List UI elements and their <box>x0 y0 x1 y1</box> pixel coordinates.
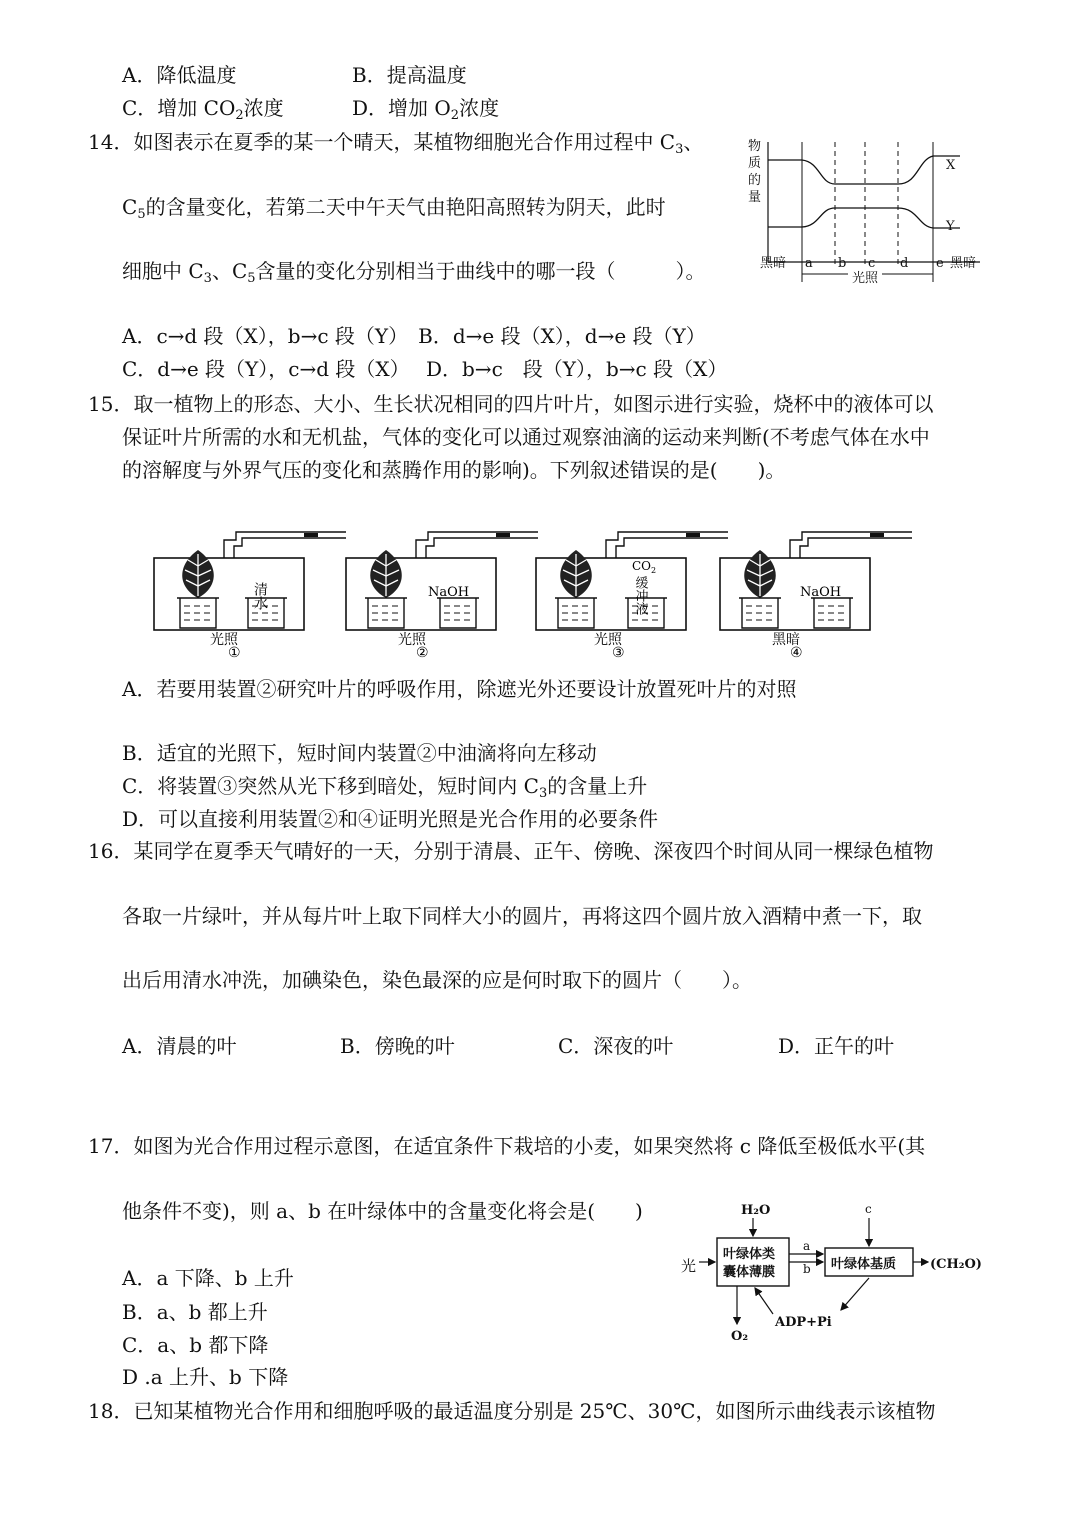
q17-option-c: C．a、b 都下降 <box>122 1333 269 1357</box>
q17-stem-line2: 他条件不变)，则 a、b 在叶绿体中的含量变化将会是( ) <box>122 1199 643 1223</box>
q17-arrow-stroma-adp <box>841 1278 869 1310</box>
apparatus-3 <box>536 532 728 658</box>
q16-option-b: B．傍晚的叶 <box>340 1034 455 1058</box>
q15-option-c: C．将装置③突然从光下移到暗处，短时间内 $C_3$的含量上升 <box>122 774 648 801</box>
q17-box1-line1: 叶绿体类 <box>723 1247 776 1262</box>
apparatus-3-number: ③ <box>612 645 625 658</box>
q14-curve-y-label: Y <box>946 219 955 234</box>
apparatus-3-condition: 光照 <box>594 632 622 648</box>
apparatus-3-liquid-name: 缓冲液 <box>632 576 648 615</box>
q14-x-mid: 光照 <box>852 271 879 286</box>
q17-option-a: A．a 下降、b 上升 <box>122 1266 294 1290</box>
apparatus-1 <box>154 532 346 658</box>
q14-ylabel-4: 量 <box>748 190 762 205</box>
q14-options-ab: A．c→d 段（X），b→c 段（Y） B．d→e 段（X），d→e 段（Y） <box>122 324 706 348</box>
q17-h2o-label: H₂O <box>741 1203 771 1218</box>
q17-stem-line1: 17．如图为光合作用过程示意图，在适宜条件下栽培的小麦，如果突然将 c 降低至极低水平(其 <box>88 1134 926 1158</box>
q17-c-label: c <box>865 1202 872 1216</box>
q15-stem-line3: 的溶解度与外界气压的变化和蒸腾作用的影响)。下列叙述错误的是( )。 <box>122 458 786 482</box>
q14-figure <box>740 132 990 287</box>
q15-stem-line1: 15．取一植物上的形态、大小、生长状况相同的四片叶片，如图示进行实验，烧杯中的液体可以 <box>88 392 934 416</box>
q16-stem-line1: 16．某同学在夏季天气晴好的一天，分别于清晨、正午、傍晚、深夜四个时间从同一棵绿色植物 <box>88 839 934 863</box>
q16-option-d: D．正午的叶 <box>778 1034 895 1058</box>
q15-option-a: A．若要用装置②研究叶片的呼吸作用，除遮光外还要设计放置死叶片的对照 <box>122 677 797 701</box>
q17-box2-label: 叶绿体基质 <box>831 1257 897 1272</box>
q17-light-label: 光 <box>681 1257 697 1275</box>
q14-options-cd: C．d→e 段（Y），c→d 段（X） D．b→c 段（Y），b→c 段（X） <box>122 357 728 381</box>
q17-option-b: B．a、b 都上升 <box>122 1300 268 1324</box>
apparatus-4-liquid: NaOH <box>800 585 842 600</box>
apparatus-4-condition: 黑暗 <box>772 632 800 648</box>
q14-x-d: d <box>900 256 909 271</box>
apparatus-1-liquid: 清水 <box>252 582 268 610</box>
q14-x-left: 黑暗 <box>760 256 787 271</box>
q17-adp-label: ADP+Pi <box>775 1315 832 1330</box>
apparatus-1-number: ① <box>228 645 241 658</box>
q13-option-c: C．增加 $CO_2$浓度 <box>122 96 284 123</box>
q17-option-d: D .a 上升、b 下降 <box>122 1365 289 1389</box>
q15-option-d: D．可以直接利用装置②和④证明光照是光合作用的必要条件 <box>122 807 659 831</box>
q14-curve-x-label: X <box>946 158 956 173</box>
q13-option-b: B．提高温度 <box>352 63 467 87</box>
apparatus-1-condition: 光照 <box>210 632 238 648</box>
q17-product-label: (CH₂O) <box>930 1257 982 1272</box>
q14-x-right: 黑暗 <box>950 256 977 271</box>
q13-option-d: D．增加 $O_2$浓度 <box>352 96 500 123</box>
q17-arrow-adp-thylakoid <box>755 1288 773 1314</box>
q16-option-a: A．清晨的叶 <box>122 1034 237 1058</box>
q16-option-c: C．深夜的叶 <box>558 1034 674 1058</box>
q14-ylabel-2: 质 <box>748 156 762 171</box>
apparatus-2-number: ② <box>416 645 429 658</box>
q15-figure <box>150 530 940 658</box>
q17-o2-label: O₂ <box>731 1329 749 1344</box>
q14-stem-line3: 细胞中 $C_3$、$C_5$含量的变化分别相当于曲线中的哪一段（ ）。 <box>122 259 706 286</box>
q14-x-e: e <box>936 256 944 271</box>
q14-x-a: a <box>805 256 813 271</box>
apparatus-4-number: ④ <box>790 645 803 658</box>
q13-option-a: A．降低温度 <box>122 63 237 87</box>
apparatus-2 <box>346 532 538 658</box>
q14-ylabel-1: 物 <box>748 139 762 154</box>
q17-a-label: a <box>803 1239 811 1253</box>
q14-curve-y <box>768 208 960 228</box>
q17-b-label: b <box>803 1262 811 1276</box>
apparatus-2-condition: 光照 <box>398 632 426 648</box>
q17-figure <box>675 1198 985 1346</box>
apparatus-2-liquid: NaOH <box>428 585 470 600</box>
q14-x-b: b <box>838 256 847 271</box>
q14-curve-x <box>768 156 960 184</box>
q15-option-b: B．适宜的光照下，短时间内装置②中油滴将向左移动 <box>122 741 597 765</box>
q14-stem-line1: 14．如图表示在夏季的某一个晴天，某植物细胞光合作用过程中 $C_3$、 <box>88 130 704 157</box>
apparatus-3-liquid-co: $CO_2$ <box>632 559 657 575</box>
apparatus-4 <box>720 532 912 658</box>
q16-stem-line3: 出后用清水冲洗，加碘染色，染色最深的应是何时取下的圆片（ ）。 <box>122 968 752 992</box>
q14-stem-line2: $C_5$的含量变化，若第二天中午天气由艳阳高照转为阴天，此时 <box>122 195 666 222</box>
q17-box1-line2: 囊体薄膜 <box>723 1265 776 1280</box>
q14-x-c: c <box>868 256 876 271</box>
q15-stem-line2: 保证叶片所需的水和无机盐，气体的变化可以通过观察油滴的运动来判断(不考虑气体在水中 <box>122 425 930 449</box>
q16-stem-line2: 各取一片绿叶，并从每片叶上取下同样大小的圆片，再将这四个圆片放入酒精中煮一下，取 <box>122 904 922 928</box>
q18-stem-line1: 18．已知某植物光合作用和细胞呼吸的最适温度分别是 25℃、30℃，如图所示曲线表示该植物 <box>88 1399 936 1423</box>
q14-ylabel-3: 的 <box>748 173 762 188</box>
